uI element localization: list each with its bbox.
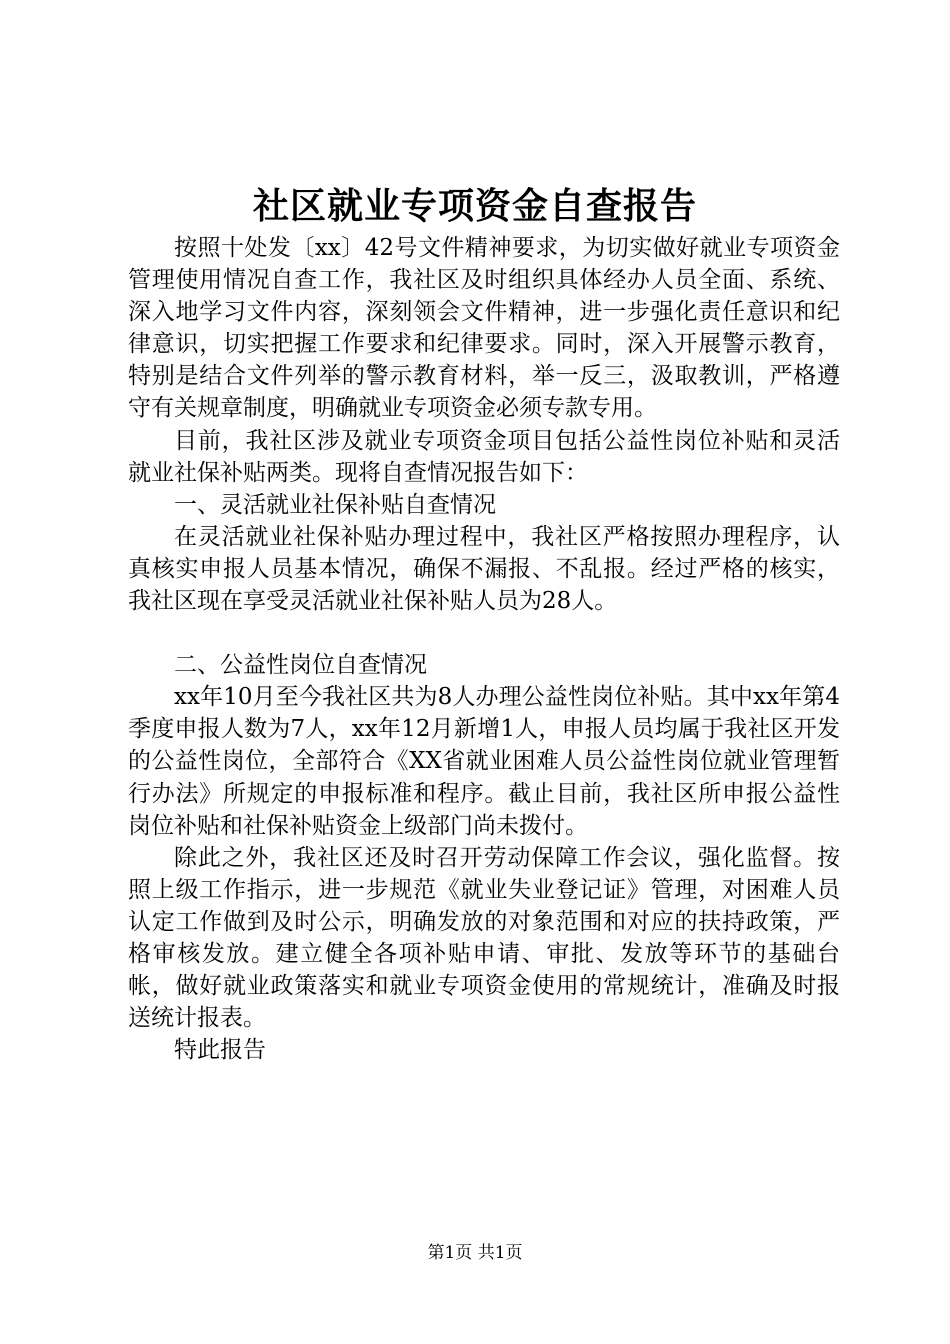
paragraph-closing: 特此报告 [174,1037,266,1064]
paragraph-intro: 按照十处发〔xx〕42号文件精神要求，为切实做好就业专项资金管理使用情况自查工作，我社区及时组织具体经办人员全面、系统、深入地学习文件内容，深刻领会文件精神，进一步强化责任意识和纪律意识，切实把握工作要求和纪律要求。同时，深入开展警示教育，特别是结合文件列举的警示教育材料，举一反三，汲取教训，严格遵守有关规章制度，明确就业专项资金必须专款专用。 [128,235,840,422]
document-title: 社区就业专项资金自查报告 [252,185,697,227]
page-number-footer: 第1页 共1页 [427,1243,523,1263]
paragraph-social-insurance: 在灵活就业社保补贴办理过程中，我社区严格按照办理程序，认真核实申报人员基本情况，确保不漏报、不乱报。经过严格的核实，我社区现在享受灵活就业社保补贴人员为28人。 [128,523,840,615]
paragraph-public-welfare: xx年10月至今我社区共为8人办理公益性岗位补贴。其中xx年第4季度申报人数为7人，xx年12月新增1人，申报人员均属于我社区开发的公益性岗位，全部符合《XX省就业困难人员公益性岗位就业管理暂行办法》所规定的申报标准和程序。截止目前，我社区所申报公益性岗位补贴和社保补贴资金上级部门尚未拨付。 [128,684,840,839]
document-body [128,232,840,1066]
section-heading-social-insurance: 一、灵活就业社保补贴自查情况 [174,491,496,518]
blank-line [128,617,840,649]
paragraph-overview: 目前，我社区涉及就业专项资金项目包括公益性岗位补贴和灵活就业社保补贴两类。现将自查情况报告如下： [128,427,840,486]
paragraph-supervision: 除此之外，我社区还及时召开劳动保障工作会议，强化监督。按照上级工作指示，进一步规范《就业失业登记证》管理，对困难人员认定工作做到及时公示，明确发放的对象范围和对应的扶持政策，严格审核发放。建立健全各项补贴申请、审批、发放等环节的基础台帐，做好就业政策落实和就业专项资金使用的常规统计，准确及时报送统计报表。 [128,844,840,1032]
section-heading-public-welfare: 二、公益性岗位自查情况 [174,652,427,679]
